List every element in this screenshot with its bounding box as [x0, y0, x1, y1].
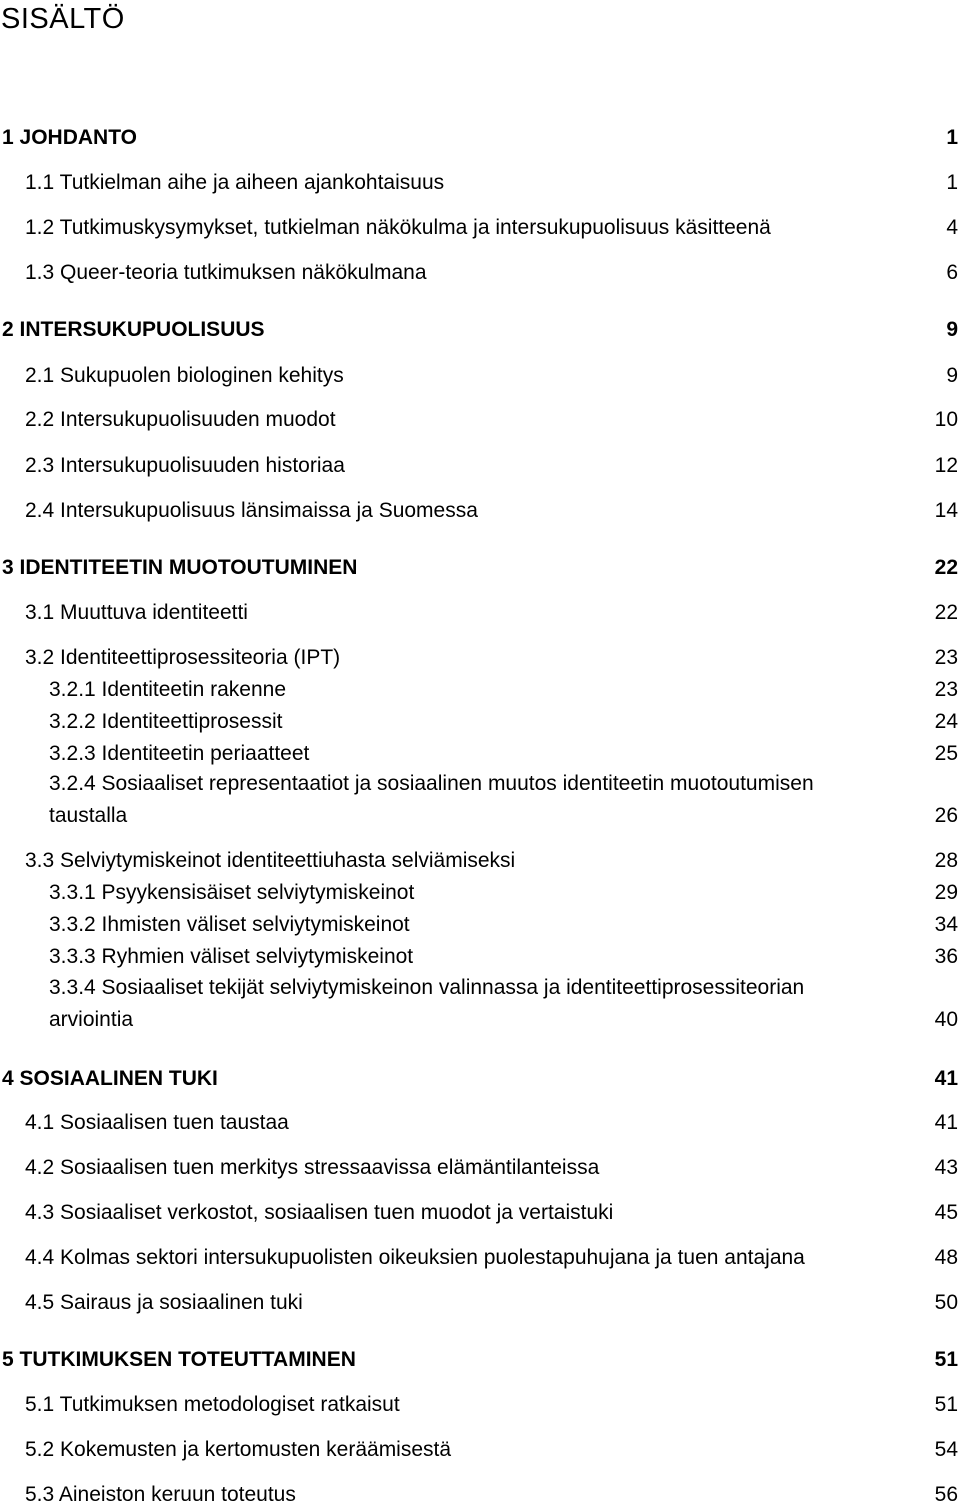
toc-subsection[interactable] [49, 972, 958, 1036]
toc-section[interactable] [25, 497, 958, 525]
toc-section[interactable] [25, 847, 958, 875]
toc-page-number: 45 [934, 1201, 958, 1224]
toc-page-number: 36 [934, 945, 958, 968]
toc-page-number: 29 [934, 881, 958, 904]
toc-page-number: 28 [934, 849, 958, 872]
toc-label: 4.2 Sosiaalisen tuen merkitys stressaavissa elämäntilanteissa [25, 1156, 600, 1179]
toc-subsection[interactable] [49, 911, 958, 939]
toc-page-number: 56 [934, 1483, 958, 1506]
toc-label: 3.2 Identiteettiprosessiteoria (IPT) [25, 646, 341, 669]
toc-label: 3 IDENTITEETIN MUOTOUTUMINEN [2, 556, 358, 579]
toc-section[interactable] [25, 452, 958, 480]
toc-section[interactable] [25, 1154, 958, 1182]
toc-label: 2.2 Intersukupuolisuuden muodot [25, 408, 336, 431]
toc-page-number: 50 [934, 1291, 958, 1314]
toc-chapter[interactable] [2, 124, 958, 152]
toc-page-number: 1 [946, 171, 958, 194]
toc-section[interactable] [25, 259, 958, 287]
toc-page-number: 9 [946, 364, 958, 387]
toc-label: 1.1 Tutkielman aihe ja aiheen ajankohtaisuus [25, 171, 445, 194]
toc-subsection[interactable] [49, 879, 958, 907]
toc-page-number: 51 [934, 1393, 958, 1416]
toc-label: 1.3 Queer-teoria tutkimuksen näkökulmana [25, 261, 427, 284]
toc-section[interactable] [25, 1289, 958, 1317]
toc-label: 3.3.2 Ihmisten väliset selviytymiskeinot [49, 913, 410, 936]
toc-page-number: 23 [934, 646, 958, 669]
toc-label: 3.3.1 Psyykensisäiset selviytymiskeinot [49, 881, 415, 904]
toc-section[interactable] [25, 644, 958, 672]
toc-label: 3.2.3 Identiteetin periaatteet [49, 742, 310, 765]
toc-subsection[interactable] [49, 768, 958, 832]
toc-section[interactable] [25, 1109, 958, 1137]
toc-page-number: 6 [946, 261, 958, 284]
toc-label: 4 SOSIAALINEN TUKI [2, 1067, 218, 1090]
toc-section[interactable] [25, 362, 958, 390]
toc-page-number: 12 [934, 454, 958, 477]
toc-page-number: 9 [946, 318, 958, 341]
toc-section[interactable] [25, 599, 958, 627]
toc-label: 4.4 Kolmas sektori intersukupuolisten oikeuksien puolestapuhujana ja tuen antajana [25, 1246, 805, 1269]
toc-label: 1.2 Tutkimuskysymykset, tutkielman näkökulma ja intersukupuolisuus käsitteenä [25, 216, 771, 239]
toc-section[interactable] [25, 1199, 958, 1227]
toc-page-number: 34 [934, 913, 958, 936]
toc-label: 3.2.2 Identiteettiprosessit [49, 710, 283, 733]
toc-page-number: 4 [946, 216, 958, 239]
toc-label: 2 INTERSUKUPUOLISUUS [2, 318, 265, 341]
toc-page-number: 24 [934, 710, 958, 733]
toc-label: 4.5 Sairaus ja sosiaalinen tuki [25, 1291, 303, 1314]
toc-label-continuation: arviointia [49, 1008, 134, 1031]
toc-label: 3.2.1 Identiteetin rakenne [49, 678, 287, 701]
toc-page-number: 26 [934, 804, 958, 827]
toc-subsection[interactable] [49, 708, 958, 736]
toc-chapter[interactable] [2, 554, 958, 582]
toc-page-number: 22 [934, 601, 958, 624]
toc-section[interactable] [25, 1244, 958, 1272]
toc-label-continuation: taustalla [49, 804, 128, 827]
toc-label: 1 JOHDANTO [2, 126, 137, 149]
toc-page-number: 41 [934, 1067, 958, 1090]
toc-section[interactable] [25, 1436, 958, 1464]
toc-label: 4.1 Sosiaalisen tuen taustaa [25, 1111, 289, 1134]
toc-page-number: 25 [934, 742, 958, 765]
toc-page-number: 41 [934, 1111, 958, 1134]
toc-label: 5 TUTKIMUKSEN TOTEUTTAMINEN [2, 1348, 356, 1371]
toc-label: 2.4 Intersukupuolisuus länsimaissa ja Suomessa [25, 499, 478, 522]
toc-label: 5.2 Kokemusten ja kertomusten keräämisestä [25, 1438, 452, 1461]
toc-section[interactable] [25, 1391, 958, 1419]
toc-label: 3.3.4 Sosiaaliset tekijät selviytymiskeinon valinnassa ja identiteettiprosessiteorian [49, 976, 805, 999]
toc-label: 3.3 Selviytymiskeinot identiteettiuhasta selviämiseksi [25, 849, 516, 872]
toc-label: 5.1 Tutkimuksen metodologiset ratkaisut [25, 1393, 400, 1416]
toc-label: 3.3.3 Ryhmien väliset selviytymiskeinot [49, 945, 414, 968]
toc-subsection[interactable] [49, 676, 958, 704]
toc-section[interactable] [25, 406, 958, 434]
toc-label: 4.3 Sosiaaliset verkostot, sosiaalisen tuen muodot ja vertaistuki [25, 1201, 614, 1224]
toc-chapter[interactable] [2, 1065, 958, 1093]
toc-label: 3.1 Muuttuva identiteetti [25, 601, 248, 624]
toc-page-number: 43 [934, 1156, 958, 1179]
page-title: SISÄLTÖ [1, 3, 125, 35]
toc-label: 2.3 Intersukupuolisuuden historiaa [25, 454, 345, 477]
toc-page-number: 48 [934, 1246, 958, 1269]
toc-subsection[interactable] [49, 943, 958, 971]
toc-section[interactable] [25, 214, 958, 242]
toc-page-number: 51 [934, 1348, 958, 1371]
toc-label: 5.3 Aineiston keruun toteutus [25, 1483, 296, 1506]
toc-page-number: 22 [934, 556, 958, 579]
toc-label: 2.1 Sukupuolen biologinen kehitys [25, 364, 344, 387]
toc-section[interactable] [25, 169, 958, 197]
toc-chapter[interactable] [2, 316, 958, 344]
toc-subsection[interactable] [49, 740, 958, 768]
toc-page-number: 14 [934, 499, 958, 522]
toc-page-number: 1 [946, 126, 958, 149]
toc-page-number: 54 [934, 1438, 958, 1461]
toc-chapter[interactable] [2, 1346, 958, 1374]
toc-page-number: 10 [934, 408, 958, 431]
toc-page-number: 40 [934, 1008, 958, 1031]
toc-label: 3.2.4 Sosiaaliset representaatiot ja sosiaalinen muutos identiteetin muotoutumisen [49, 772, 814, 795]
toc-page-number: 23 [934, 678, 958, 701]
